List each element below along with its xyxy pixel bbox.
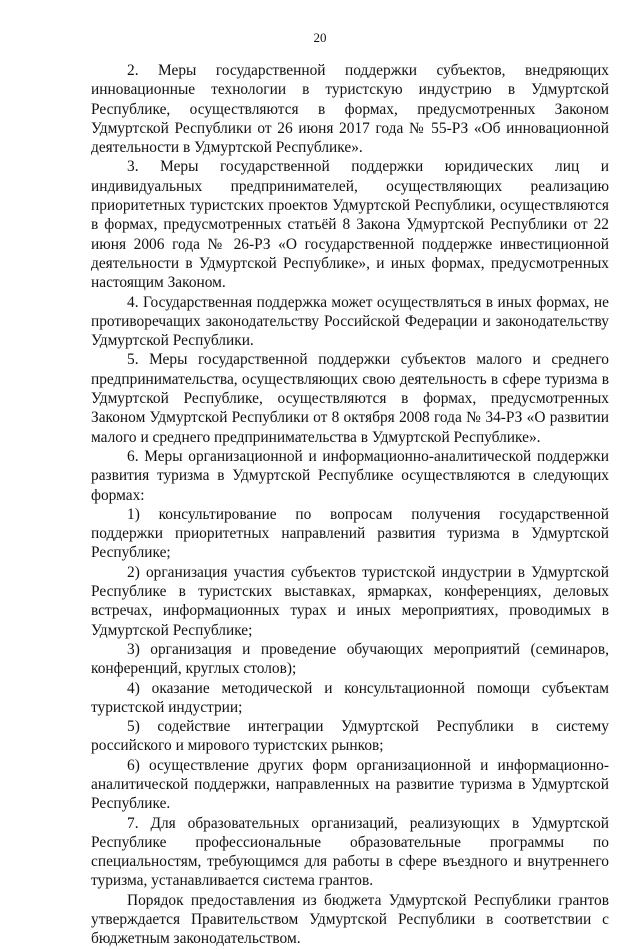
list-item-2: 2) организация участия субъектов туристской индустрии в Удмуртской Республике в туристских выставках, ярмарках, конференциях, деловых встречах, информационных турах и иных мероприятиях, проводимых в Удмуртской Республике;	[91, 563, 609, 639]
list-item-6: 6) осуществление других форм организационной и информационно-аналитической поддержки, направленных на развитие туризма в Удмуртской Республике.	[91, 756, 609, 813]
list-item-3: 3) организация и проведение обучающих мероприятий (семинаров, конференций, круглых столов);	[91, 640, 609, 678]
list-item-5: 5) содействие интеграции Удмуртской Республики в систему российского и мирового туристских рынков;	[91, 718, 609, 755]
paragraph-6: 6. Меры организационной и информационно-аналитической поддержки развития туризма в Удмуртской Республике осуществляются в следующих формах:	[91, 447, 609, 504]
paragraph-4: 4. Государственная поддержка может осуществляться в иных формах, не противоречащих законодательству Российской Федерации и законодательству Удмуртской Республики.	[91, 293, 609, 350]
paragraph-3: 3. Меры государственной поддержки юридических лиц и индивидуальных предпринимателей, осуществляющих реализацию приоритетных туристских проектов Удмуртской Республики, осуществляются в формах, предусмотренных статьёй 8 Закона Удмуртской Республики от 22 июня 2006 года № 26-РЗ «О государственной поддержке инвестиционной деятельности в Удмуртской Республике», и иных формах, предусмотренных настоящим Законом.	[91, 158, 609, 292]
paragraph-5: 5. Меры государственной поддержки субъектов малого и среднего предпринимательства, осуществляющих свою деятельность в сфере туризма в Удмуртской Республике, осуществляются в формах, предусмотренных Законом Удмуртской Республики от 8 октября 2008 года № 34-РЗ «О развитии малого и среднего предпринимательства в Удмуртской Республике».	[91, 351, 609, 446]
paragraph-7: 7. Для образовательных организаций, реализующих в Удмуртской Республике профессиональные образовательные программы по специальностям, требующимся для работы в сфере въездного и внутреннего туризма, устанавливается система грантов.	[91, 814, 609, 890]
document-body	[91, 61, 609, 949]
list-item-4: 4) оказание методической и консультационной помощи субъектам туристской индустрии;	[91, 679, 609, 716]
paragraph-grant-procedure: Порядок предоставления из бюджета Удмуртской Республики грантов утверждается Правительством Удмуртской Республики в соответствии с бюджетным законодательством.	[91, 891, 609, 948]
page-number: 20	[313, 30, 327, 45]
list-item-1: 1) консультирование по вопросам получения государственной поддержки приоритетных направлений развития туризма в Удмуртской Республике;	[91, 505, 609, 562]
paragraph-2: 2. Меры государственной поддержки субъектов, внедряющих инновационные технологии в туристскую индустрию в Удмуртской Республике, осуществляются в формах, предусмотренных Законом Удмуртской Республики от 26 июня 2017 года № 55-РЗ «Об инновационной деятельности в Удмуртской Республике».	[91, 62, 609, 157]
